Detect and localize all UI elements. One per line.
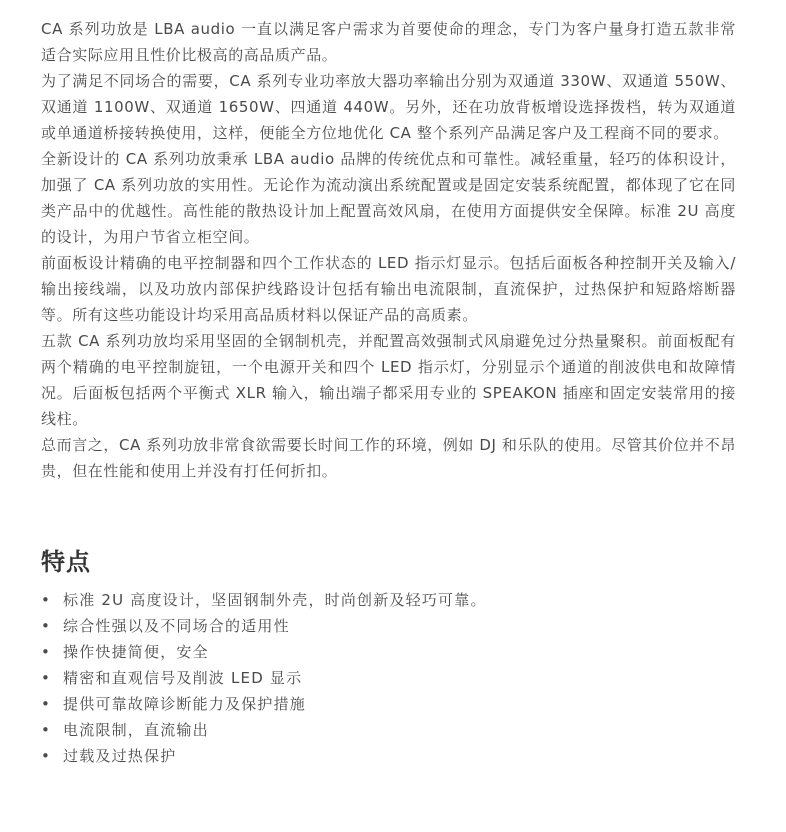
intro-paragraph-4: 前面板设计精确的电平控制器和四个工作状态的 LED 指示灯显示。包括后面板各种控制开关及输入/输出接线端，以及功放内部保护线路设计包括有输出电流限制，直流保护，过热保护和短路熔断器等。所有这些功能设计均采用高品质材料以保证产品的高质素。: [41, 254, 736, 324]
feature-item-text: 过载及过热保护: [63, 747, 177, 765]
feature-item: [41, 587, 736, 613]
bullet-icon: •: [41, 695, 52, 713]
bullet-icon: •: [41, 669, 52, 687]
features-heading: 特点: [41, 548, 91, 576]
bullet-icon: •: [41, 617, 52, 635]
feature-item-text: 电流限制，直流输出: [63, 721, 209, 739]
feature-item: [41, 665, 736, 691]
bullet-icon: •: [41, 721, 52, 739]
feature-item-text: 标准 2U 高度设计，坚固钢制外壳，时尚创新及轻巧可靠。: [63, 591, 487, 609]
feature-item-text: 操作快捷简便，安全: [63, 643, 209, 661]
intro-paragraph-6: 总而言之，CA 系列功放非常食欲需要长时间工作的环境，例如 DJ 和乐队的使用。尽管其价位并不昂贵，但在性能和使用上并没有打任何折扣。: [41, 436, 736, 480]
feature-item: [41, 691, 736, 717]
intro-paragraph-2: 为了满足不同场合的需要，CA 系列专业功率放大器功率输出分别为双通道 330W、双通道 550W、双通道 1100W、双通道 1650W、四通道 440W。另外，还在功放背板增设选择拨档，转为双通道或单通道桥接转换使用，这样，便能全方位地优化 CA 整个系列产品满足客户及工程商不同的要求。: [41, 72, 736, 142]
features-section: [41, 545, 736, 769]
bullet-icon: •: [41, 747, 52, 765]
feature-item-text: 精密和直观信号及削波 LED 显示: [63, 669, 303, 687]
bullet-icon: •: [41, 643, 52, 661]
feature-item: [41, 639, 736, 665]
feature-item: [41, 717, 736, 743]
intro-paragraph-1: CA 系列功放是 LBA audio 一直以满足客户需求为首要使命的理念，专门为客户量身打造五款非常适合实际应用且性价比极高的高品质产品。: [41, 20, 736, 64]
intro-paragraph-5: 五款 CA 系列功放均采用坚固的全钢制机壳，并配置高效强制式风扇避免过分热量聚积。前面板配有两个精确的电平控制旋钮，一个电源开关和四个 LED 指示灯，分别显示个通道的削波供电和故障情况。后面板包括两个平衡式 XLR 输入，输出端子都采用专业的 SPEAKON 插座和固定安装常用的接线柱。: [41, 332, 736, 428]
intro-paragraph-3: 全新设计的 CA 系列功放秉承 LBA audio 品牌的传统优点和可靠性。减轻重量，轻巧的体积设计，加强了 CA 系列功放的实用性。无论作为流动演出系统配置或是固定安装系统配置，都体现了它在同类产品中的优越性。高性能的散热设计加上配置高效风扇，在使用方面提供安全保障。标准 2U 高度的设计，为用户节省立柜空间。: [41, 150, 736, 246]
feature-item: [41, 743, 736, 769]
feature-item-text: 综合性强以及不同场合的适用性: [63, 617, 290, 635]
features-list: [41, 587, 736, 769]
feature-item-text: 提供可靠故障诊断能力及保护措施: [63, 695, 307, 713]
bullet-icon: •: [41, 591, 52, 609]
feature-item: [41, 613, 736, 639]
intro-section: [41, 16, 736, 484]
